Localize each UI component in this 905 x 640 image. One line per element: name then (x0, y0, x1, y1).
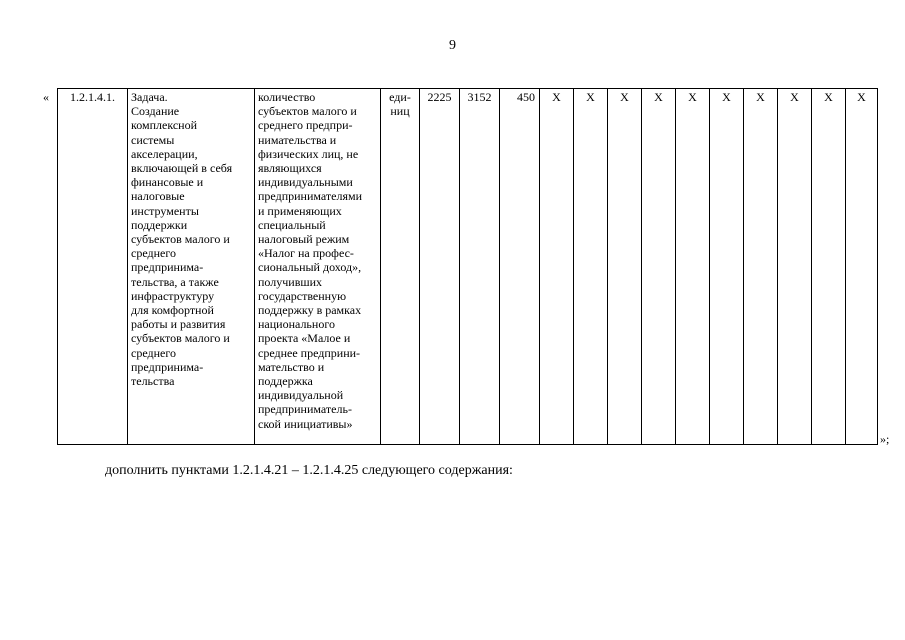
task-text-line: системы (131, 132, 175, 147)
open-quote: « (43, 90, 49, 104)
indicator-text-line: поддержку в рамках (258, 303, 362, 318)
task-text-line: налоговые (131, 189, 185, 204)
page-number: 9 (449, 38, 456, 53)
task-text-line: финансовые и (131, 175, 204, 190)
indicator-text-line: количество (258, 90, 316, 104)
value-cell-2: 3152 (460, 89, 500, 445)
task-text-line: среднего (131, 345, 176, 360)
indicator-text-line: физических лиц, не (258, 146, 359, 161)
indicator-text-line: мательство и (258, 359, 325, 374)
task-text-line: Создание (131, 104, 180, 119)
x-cell-2: X (574, 89, 608, 445)
x-cell-8: X (778, 89, 812, 445)
task-text-line: инструменты (131, 203, 199, 218)
indicator-text-line: индивидуальными (258, 175, 353, 190)
task-text-line: комплексной (131, 118, 198, 133)
indicator-text-line: нимательства и (258, 132, 337, 147)
indicator-text-line: среднее предприни- (258, 345, 361, 360)
x-cell-10: X (846, 89, 878, 445)
task-text-line: тельства (131, 374, 175, 389)
task-text-line: акселерации, (131, 146, 198, 161)
task-text-line: предпринима- (131, 260, 204, 275)
x-cell-4: X (642, 89, 676, 445)
task-text-line: тельства, а также (131, 274, 219, 289)
indicator-text-line: специальный (258, 217, 326, 232)
task-text-line: инфраструктуру (131, 288, 215, 303)
x-cell-6: X (710, 89, 744, 445)
unit-cell (381, 89, 420, 445)
task-cell (128, 89, 255, 445)
x-cell-9: X (812, 89, 846, 445)
task-text-line: поддержки (131, 217, 188, 232)
indicator-text-line: «Налог на профес- (258, 246, 354, 261)
unit-text-line: еди- (389, 90, 411, 104)
task-text-line: предпринима- (131, 359, 204, 374)
indicator-text-line: поддержка (258, 374, 313, 389)
program-table (57, 88, 878, 445)
task-text-line: включающей в себя (131, 161, 233, 176)
unit-text-line: ниц (390, 104, 410, 119)
item-number-cell: 1.2.1.4.1. (58, 89, 128, 445)
indicator-text-line: среднего предпри- (258, 118, 353, 133)
indicator-text-line: государственную (258, 288, 347, 303)
indicator-text-line: сиональный доход», (258, 260, 362, 275)
task-text-line: Задача. (131, 90, 168, 104)
x-cell-7: X (744, 89, 778, 445)
indicator-text-line: национального (258, 317, 335, 332)
indicator-text-line: индивидуальной (258, 388, 344, 403)
indicator-text-line: ской инициативы» (258, 416, 353, 431)
task-text-line: работы и развития (131, 317, 226, 332)
indicator-text-line: налоговый режим (258, 232, 350, 247)
indicator-text-line: и применяющих (258, 203, 342, 218)
task-text-line: субъектов малого и (131, 331, 230, 346)
x-cell-1: X (540, 89, 574, 445)
task-text-line: среднего (131, 246, 176, 261)
indicator-text-line: предпринимателями (258, 189, 363, 204)
x-cell-3: X (608, 89, 642, 445)
indicator-text-line: являющихся (258, 161, 322, 176)
indicator-text-line: получивших (258, 274, 323, 289)
instruction-text: дополнить пунктами 1.2.1.4.21 – 1.2.1.4.25 следующего содержания: (105, 463, 513, 478)
task-text-line: субъектов малого и (131, 232, 230, 247)
table-row (58, 89, 878, 445)
task-text-line: для комфортной (131, 303, 214, 318)
x-cell-5: X (676, 89, 710, 445)
indicator-text-line: предприниматель- (258, 402, 352, 417)
value-cell-3: 450 (500, 89, 540, 445)
value-cell-1: 2225 (420, 89, 460, 445)
indicator-text-line: проекта «Малое и (258, 331, 351, 346)
indicator-text-line: субъектов малого и (258, 104, 357, 119)
indicator-cell (255, 89, 381, 445)
close-quote: »; (880, 432, 890, 446)
